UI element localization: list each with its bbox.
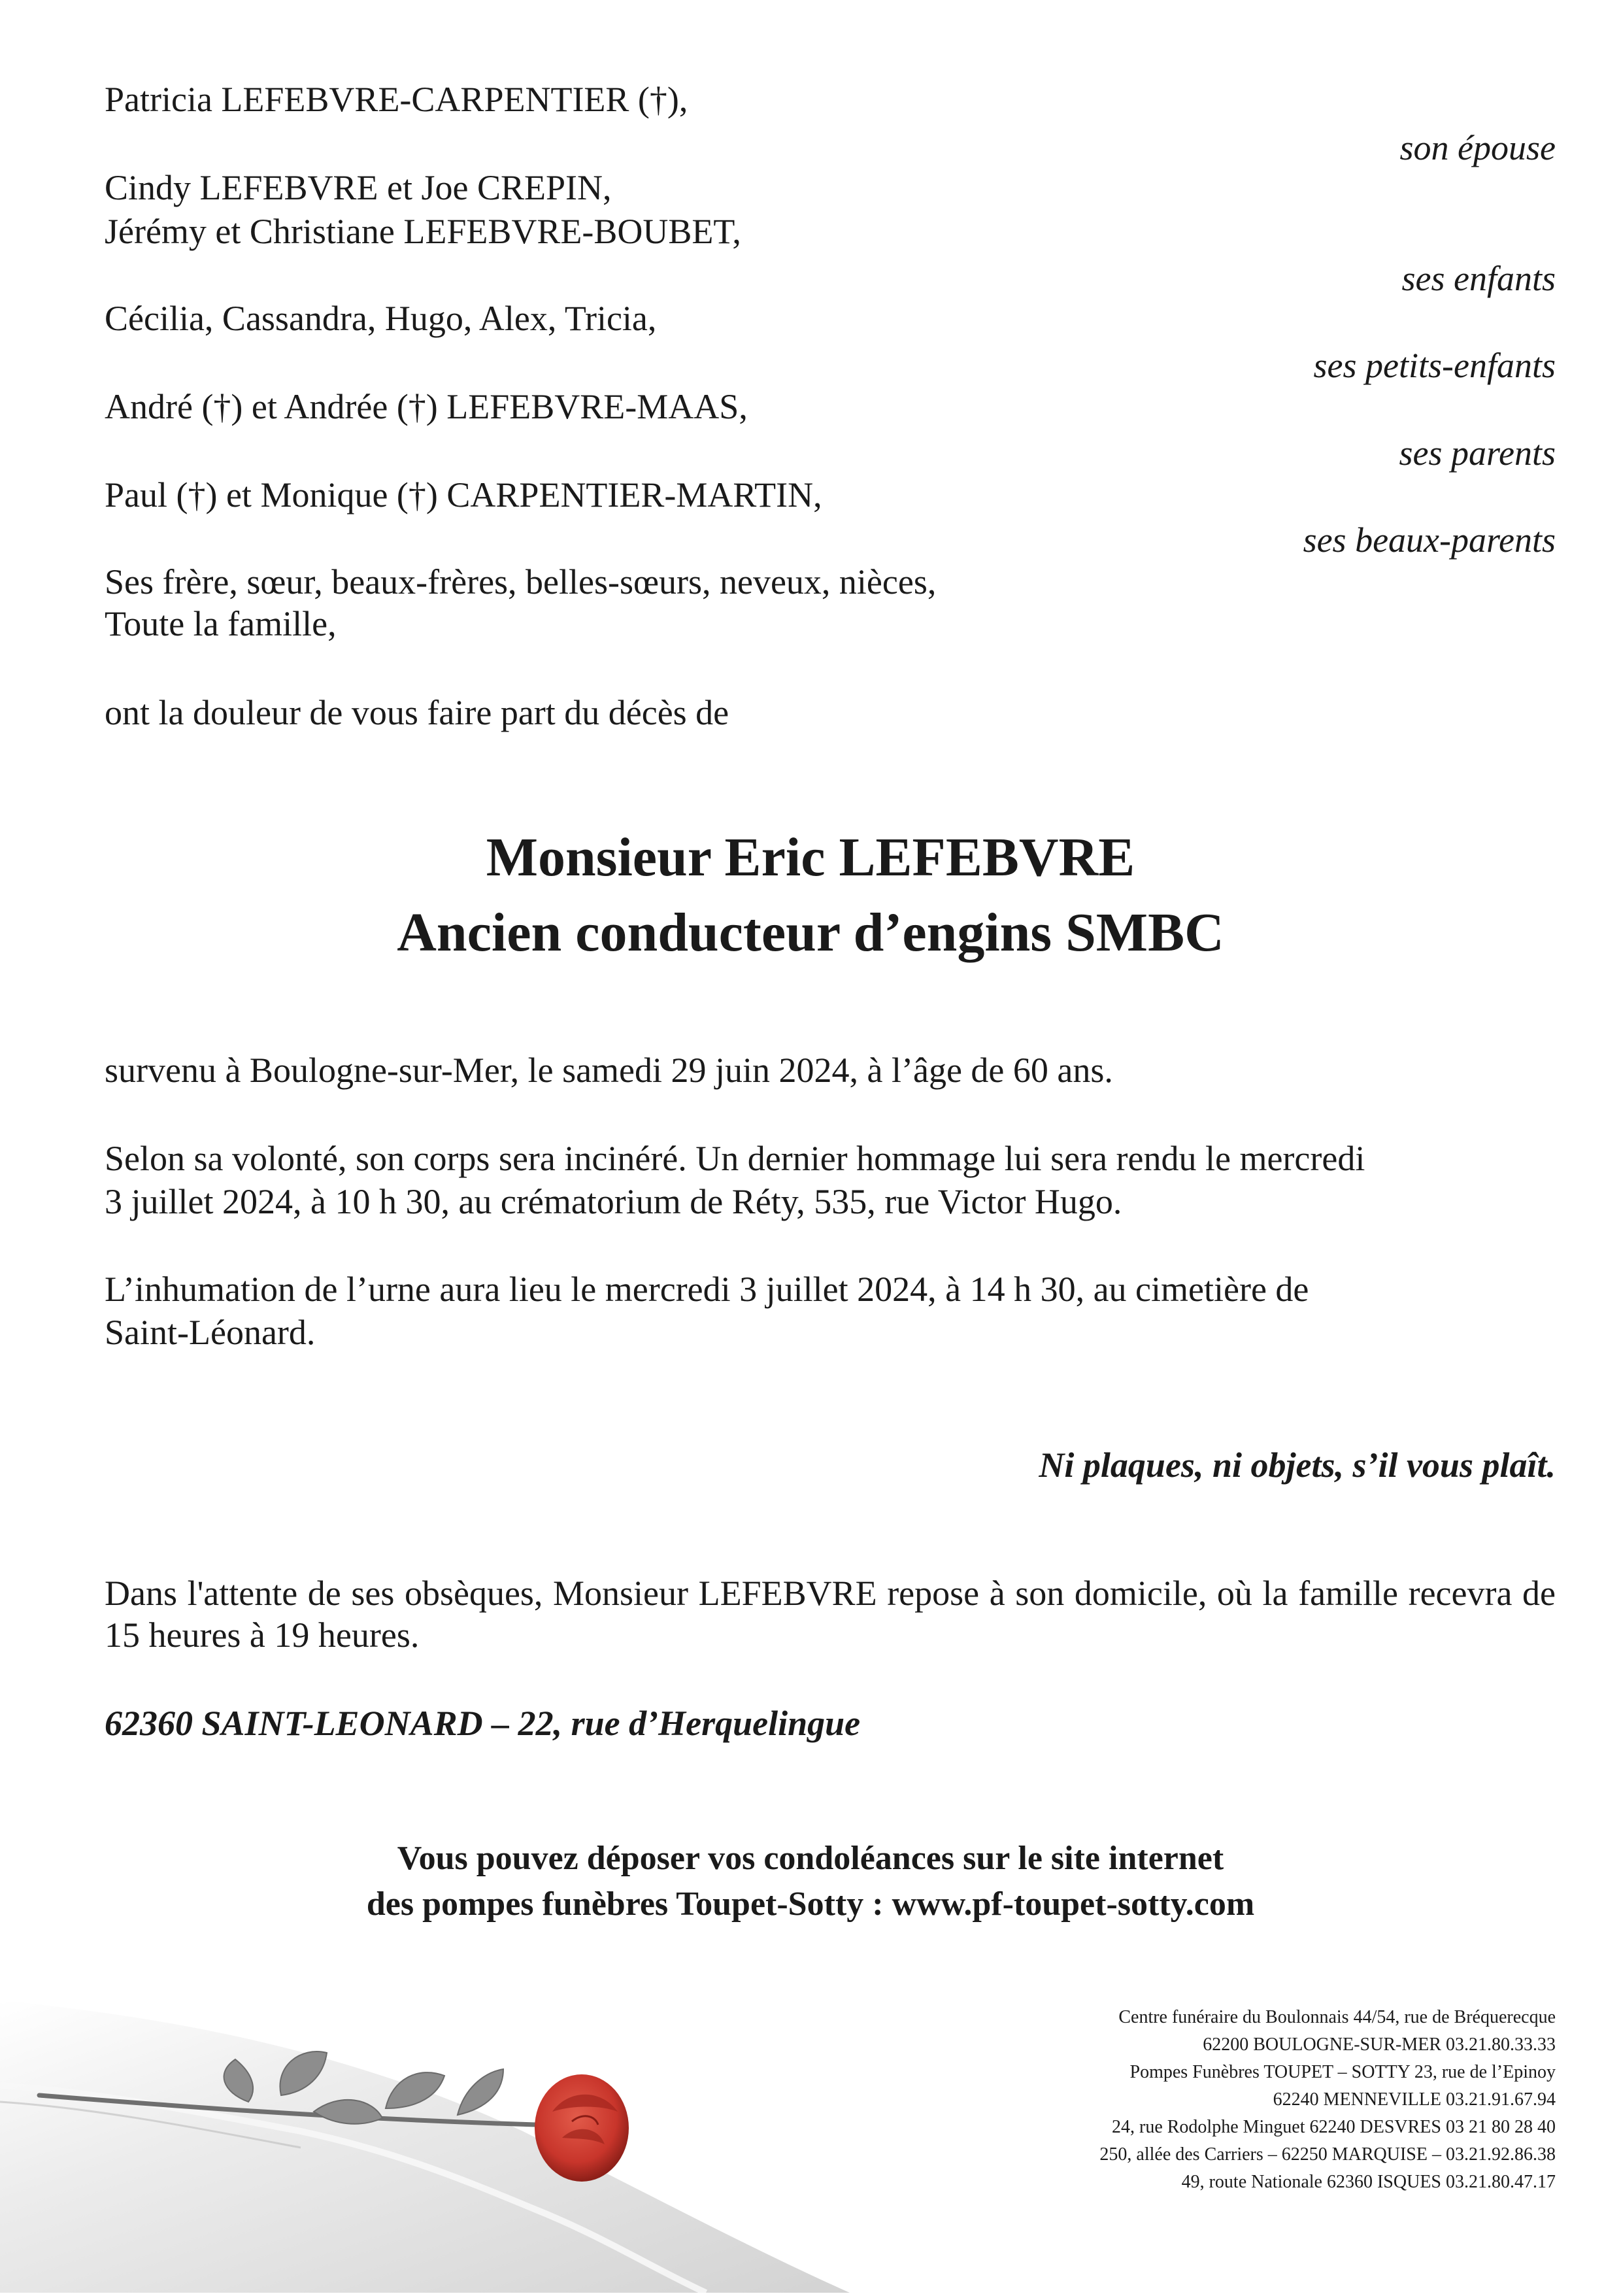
- deceased-name: Monsieur Eric LEFEBVRE: [486, 827, 1135, 888]
- rest-details: Dans l'attente de ses obsèques, Monsieur LEFEBVRE repose à son domicile, où la famille recevra de 15 heures à 19 heures.: [105, 1574, 1556, 1655]
- rose-photo: [0, 1961, 850, 2293]
- family-line-all-family: Toute la famille,: [105, 604, 337, 643]
- relation-spouse: son épouse: [1399, 128, 1556, 167]
- inhumation-details-line-2: Saint-Léonard.: [105, 1313, 316, 1352]
- family-line-spouse: Patricia LEFEBVRE-CARPENTIER (†),: [105, 80, 688, 119]
- footer-line: 62200 BOULOGNE-SUR-MER 03.21.80.33.33: [1203, 2034, 1556, 2055]
- funeral-home-contacts: [1099, 2004, 1556, 2196]
- deceased-title: Ancien conducteur d’engins SMBC: [397, 902, 1224, 963]
- family-line-siblings: Ses frère, sœur, beaux-frères, belles-sœurs, neveux, nièces,: [105, 562, 937, 601]
- footer-line: 49, route Nationale 62360 ISQUES 03.21.80.47.17: [1181, 2172, 1556, 2192]
- relation-in-laws: ses beaux-parents: [1303, 520, 1556, 560]
- relation-children: ses enfants: [1401, 259, 1556, 298]
- footer-line: 250, allée des Carriers – 62250 MARQUISE – 03.21.92.86.38: [1099, 2144, 1556, 2165]
- footer-line: 62240 MENNEVILLE 03.21.91.67.94: [1273, 2089, 1556, 2110]
- family-line-child-2: Jérémy et Christiane LEFEBVRE-BOUBET,: [105, 212, 741, 251]
- family-line-in-laws: Paul (†) et Monique (†) CARPENTIER-MARTIN,: [105, 475, 822, 515]
- family-line-parents: André (†) et Andrée (†) LEFEBVRE-MAAS,: [105, 387, 748, 426]
- inhumation-details-line-1: L’inhumation de l’urne aura lieu le mercredi 3 juillet 2024, à 14 h 30, au cimetière de: [105, 1270, 1309, 1309]
- condolences-line-1: Vous pouvez déposer vos condoléances sur le site internet: [397, 1840, 1224, 1877]
- relation-parents: ses parents: [1399, 433, 1556, 473]
- cremation-details-line-1: Selon sa volonté, son corps sera incinéré. Un dernier hommage lui sera rendu le mercredi: [105, 1139, 1365, 1178]
- cremation-details-line-2: 3 juillet 2024, à 10 h 30, au crématorium de Réty, 535, rue Victor Hugo.: [105, 1182, 1122, 1221]
- relation-grandchildren: ses petits-enfants: [1313, 346, 1556, 385]
- condolences-line-2: des pompes funèbres Toupet-Sotty : www.pf-toupet-sotty.com: [366, 1885, 1255, 1923]
- rose-icon: [535, 2074, 629, 2182]
- family-line-grandchildren: Cécilia, Cassandra, Hugo, Alex, Tricia,: [105, 299, 657, 338]
- footer-line: 24, rue Rodolphe Minguet 62240 DESVRES 03 21 80 28 40: [1112, 2117, 1556, 2137]
- family-line-child-1: Cindy LEFEBVRE et Joe CREPIN,: [105, 168, 612, 207]
- footer-line: Pompes Funèbres TOUPET – SOTTY 23, rue de l’Epinoy: [1129, 2062, 1556, 2082]
- announcement-text: ont la douleur de vous faire part du décès de: [105, 693, 729, 732]
- death-details: survenu à Boulogne-sur-Mer, le samedi 29 juin 2024, à l’âge de 60 ans.: [105, 1051, 1113, 1090]
- no-flowers-note: Ni plaques, ni objets, s’il vous plaît.: [1039, 1445, 1556, 1485]
- footer-line: Centre funéraire du Boulonnais 44/54, rue de Bréquerecque: [1118, 2007, 1556, 2027]
- home-address: 62360 SAINT-LEONARD – 22, rue d’Herquelingue: [105, 1704, 861, 1743]
